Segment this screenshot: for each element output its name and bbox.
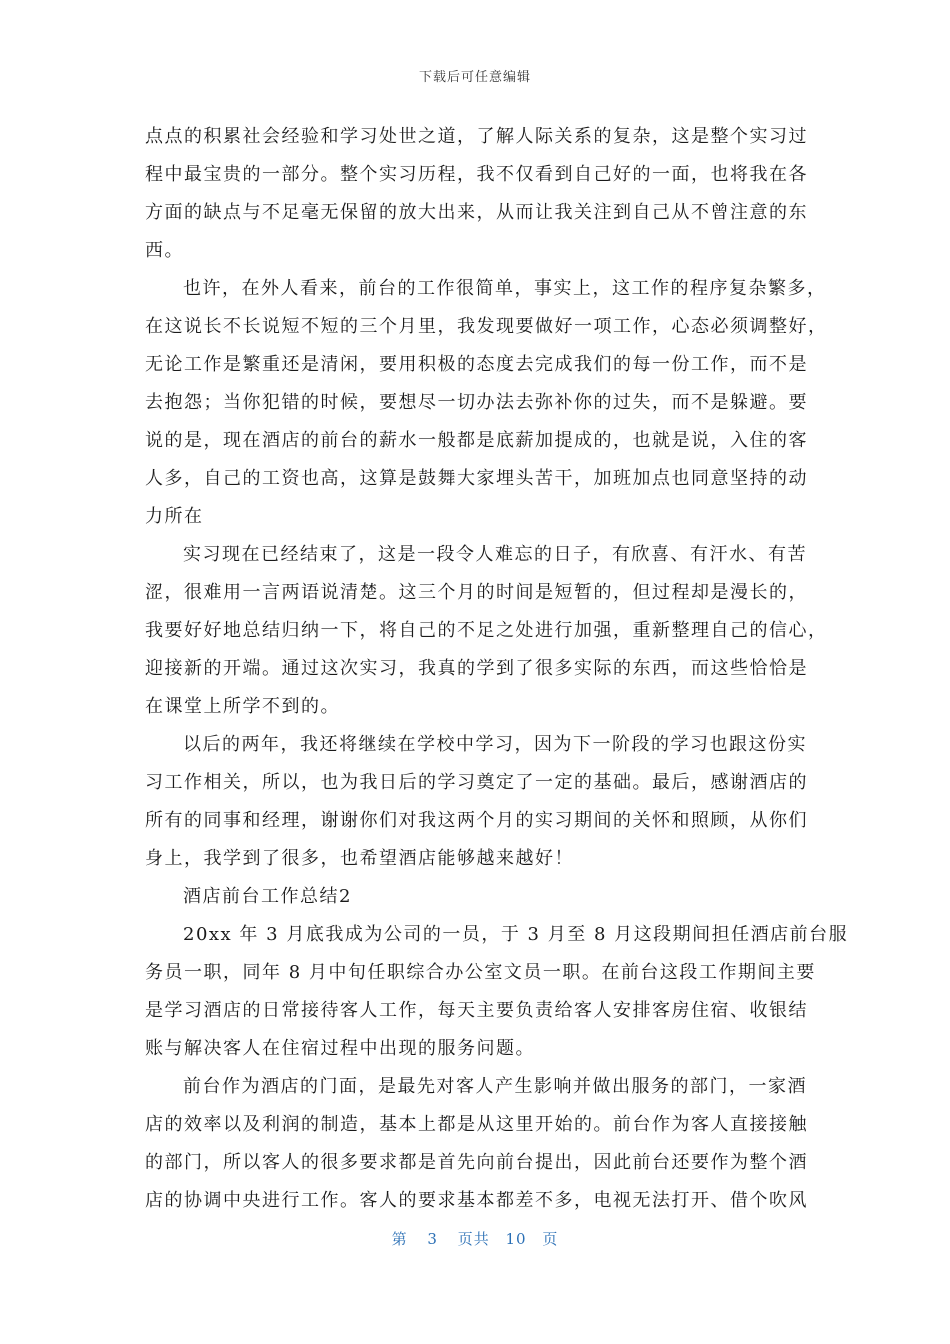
text-line: 务员一职，同年 8 月中旬任职综合办公室文员一职。在前台这段工作期间主要 <box>145 962 816 983</box>
text-line: 点点的积累社会经验和学习处世之道，了解人际关系的复杂，这是整个实习过 <box>145 126 808 147</box>
text-line: 店的效率以及利润的制造，基本上都是从这里开始的。前台作为客人直接接触 <box>145 1114 808 1135</box>
paragraph <box>145 536 828 726</box>
footer-total-pages: 10 <box>505 1230 527 1248</box>
text-line: 账与解决客人在住宿过程中出现的服务问题。 <box>145 1038 535 1059</box>
paragraph <box>145 270 828 536</box>
text-line: 在这说长不长说短不短的三个月里，我发现要做好一项工作，心态必须调整好， <box>145 316 828 337</box>
text-line: 实习现在已经结束了，这是一段令人难忘的日子，有欣喜、有汗水、有苦 <box>183 544 807 565</box>
text-line: 说的是，现在酒店的前台的薪水一般都是底薪加提成的，也就是说，入住的客 <box>145 430 808 451</box>
text-line: 方面的缺点与不足毫无保留的放大出来，从而让我关注到自己从不曾注意的东 <box>145 202 808 223</box>
text-line: 无论工作是繁重还是清闲，要用积极的态度去完成我们的每一份工作，而不是 <box>145 354 808 375</box>
header-text: 下载后可任意编辑 <box>418 70 531 85</box>
paragraph <box>145 726 808 878</box>
paragraph <box>145 916 849 1068</box>
page-footer <box>0 1228 950 1249</box>
text-line: 以后的两年，我还将继续在学校中学习，因为下一阶段的学习也跟这份实 <box>183 734 807 755</box>
text-line: 迎接新的开端。通过这次实习，我真的学到了很多实际的东西，而这些恰恰是 <box>145 658 808 679</box>
text-line: 20xx 年 3 月底我成为公司的一员，于 3 月至 8 月这段期间担任酒店前台服 <box>183 924 849 945</box>
paragraph <box>145 878 805 916</box>
page-header <box>0 66 950 85</box>
text-line: 也许，在外人看来，前台的工作很简单，事实上，这工作的程序复杂繁多， <box>183 278 827 299</box>
text-line: 程中最宝贵的一部分。整个实习历程，我不仅看到自己好的一面，也将我在各 <box>145 164 808 185</box>
text-line: 的部门，所以客人的很多要求都是首先向前台提出，因此前台还要作为整个酒 <box>145 1152 808 1173</box>
paragraph <box>145 1068 808 1220</box>
footer-middle: 页共 <box>457 1230 490 1248</box>
text-line: 前台作为酒店的门面，是最先对客人产生影响并做出服务的部门，一家酒 <box>183 1076 807 1097</box>
footer-current-page: 3 <box>427 1230 438 1248</box>
text-line: 酒店前台工作总结2 <box>183 886 352 907</box>
text-line: 店的协调中央进行工作。客人的要求基本都差不多，电视无法打开、借个吹风 <box>145 1190 808 1211</box>
text-line: 去抱怨；当你犯错的时候，要想尽一切办法去弥补你的过失，而不是躲避。要 <box>145 392 808 413</box>
footer-suffix: 页 <box>542 1230 559 1248</box>
text-line: 是学习酒店的日常接待客人工作，每天主要负责给客人安排客房住宿、收银结 <box>145 1000 808 1021</box>
text-line: 西。 <box>145 240 184 261</box>
document-body <box>145 118 849 1220</box>
text-line: 力所在 <box>145 506 204 527</box>
paragraph <box>145 118 808 270</box>
text-line: 习工作相关，所以，也为我日后的学习奠定了一定的基础。最后，感谢酒店的 <box>145 772 808 793</box>
text-line: 身上，我学到了很多，也希望酒店能够越来越好！ <box>145 848 574 869</box>
footer-prefix: 第 <box>391 1230 408 1248</box>
text-line: 所有的同事和经理，谢谢你们对我这两个月的实习期间的关怀和照顾，从你们 <box>145 810 808 831</box>
text-line: 在课堂上所学不到的。 <box>145 696 340 717</box>
text-line: 人多，自己的工资也高，这算是鼓舞大家埋头苦干，加班加点也同意坚持的动 <box>145 468 808 489</box>
text-line: 涩，很难用一言两语说清楚。这三个月的时间是短暂的，但过程却是漫长的， <box>145 582 808 603</box>
text-line: 我要好好地总结归纳一下，将自己的不足之处进行加强，重新整理自己的信心， <box>145 620 828 641</box>
